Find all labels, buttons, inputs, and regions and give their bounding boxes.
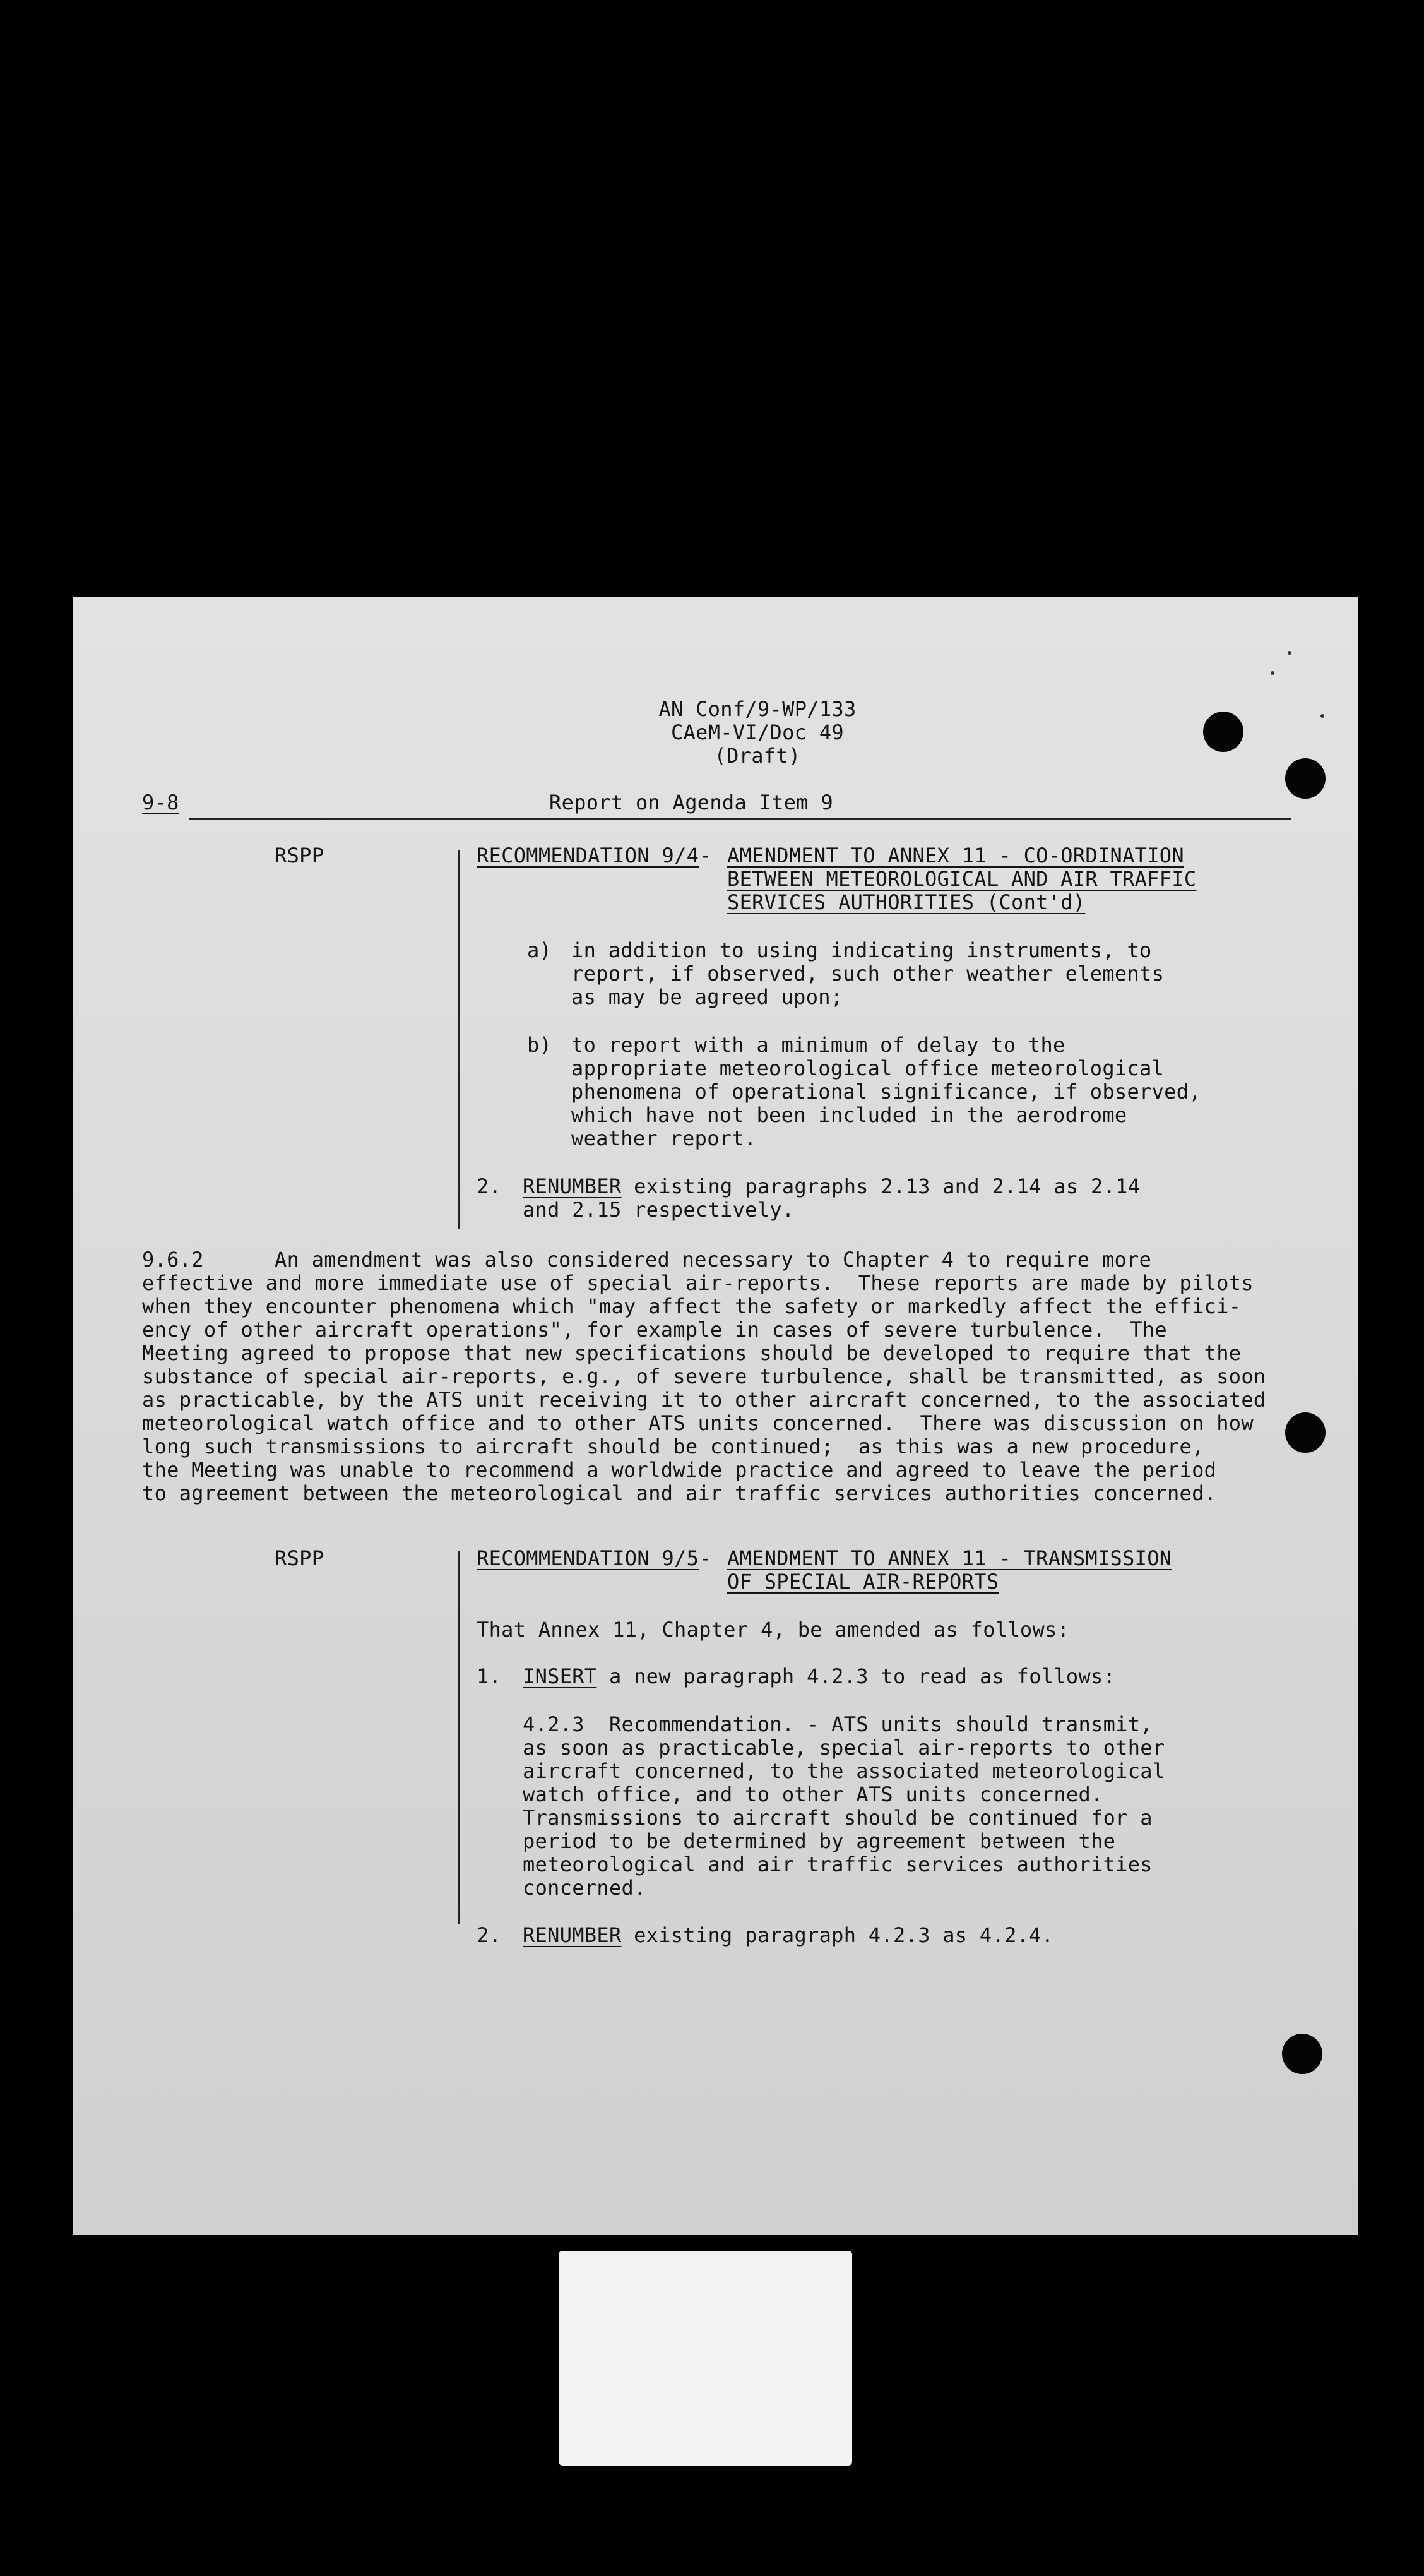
recommendation-bar [458, 850, 460, 1229]
item-label: b) [527, 1033, 552, 1057]
keyword-insert: INSERT [523, 1664, 597, 1688]
doc-reference: AN Conf/9-WP/133 [658, 697, 857, 721]
document-page [73, 597, 1358, 2235]
item-text: existing paragraph 4.2.3 as 4.2.4. [621, 1923, 1054, 1947]
header-rule [189, 818, 1291, 820]
paragraph-line: long such transmissions to aircraft should be continued; as this was a new procedure, [142, 1434, 1204, 1458]
item-text-line: as may be agreed upon; [571, 985, 843, 1009]
item-text-line: phenomena of operational significance, if observed, [571, 1080, 1201, 1104]
recommendation-intro: That Annex 11, Chapter 4, be amended as follows: [477, 1618, 1070, 1642]
quote-line: meteorological and air traffic services authorities [523, 1852, 1153, 1876]
speck [1271, 671, 1274, 675]
film-label-tab [559, 2251, 852, 2466]
quote-line: Transmissions to aircraft should be continued for a [523, 1806, 1153, 1830]
paragraph-line: substance of special air-reports, e.g., of severe turbulence, shall be transmitted, as soon [142, 1364, 1266, 1388]
speck [1288, 651, 1291, 655]
page-number: 9-8 [142, 790, 179, 814]
paragraph-line: the Meeting was unable to recommend a worldwide practice and agreed to leave the period [142, 1458, 1217, 1482]
item-text: a new paragraph 4.2.3 to read as follows: [596, 1664, 1116, 1688]
recommendation-label: RECOMMENDATION 9/4 [477, 844, 699, 868]
paragraph-line: when they encounter phenomena which "may affect the safety or markedly affect the effici- [142, 1294, 1242, 1318]
doc-subreference: CAeM-VI/Doc 49 [671, 720, 844, 744]
item-text-line: appropriate meteorological office meteorological [571, 1056, 1165, 1080]
speck [1320, 714, 1324, 718]
item-text-line: and 2.15 respectively. [523, 1198, 795, 1222]
paragraph-number: 9.6.2 [142, 1248, 204, 1272]
quote-line: as soon as practicable, special air-reports to other [523, 1736, 1165, 1760]
keyword-renumber: RENUMBER [523, 1923, 622, 1947]
recommendation-title-line: BETWEEN METEOROLOGICAL AND AIR TRAFFIC [727, 867, 1197, 891]
draft-status: (Draft) [714, 744, 801, 768]
recommendation-dash: - [699, 1546, 712, 1570]
paragraph-line: An amendment was also considered necessary to Chapter 4 to require more [275, 1248, 1152, 1272]
paragraph-line: effective and more immediate use of special air-reports. These reports are made by pilots [142, 1271, 1254, 1295]
paragraph-line: ency of other aircraft operations", for example in cases of severe turbulence. The [142, 1318, 1167, 1342]
item-label: a) [527, 938, 552, 962]
punch-hole [1203, 712, 1243, 752]
paragraph-line: as practicable, by the ATS unit receiving it to other aircraft concerned, to the associated [142, 1388, 1266, 1412]
item-number: 2. [477, 1174, 502, 1198]
paragraph-line: meteorological watch office and to other ATS units concerned. There was discussion on how [142, 1411, 1254, 1435]
punch-hole [1285, 758, 1326, 799]
paragraph-line: to agreement between the meteorological and air traffic services authorities concerned. [142, 1481, 1217, 1505]
item-text: existing paragraphs 2.13 and 2.14 as 2.14 [621, 1174, 1141, 1198]
recommendation-label: RECOMMENDATION 9/5 [477, 1546, 699, 1570]
punch-hole [1282, 2034, 1322, 2074]
recommendation-bar [458, 1551, 460, 1924]
quote-line: 4.2.3 Recommendation. - ATS units should transmit, [523, 1712, 1153, 1736]
item-text-line: to report with a minimum of delay to the [571, 1033, 1065, 1057]
recommendation-title-line: AMENDMENT TO ANNEX 11 - CO-ORDINATION [727, 844, 1184, 868]
recommendation-dash: - [699, 844, 712, 868]
keyword-renumber: RENUMBER [523, 1174, 622, 1198]
quote-line: concerned. [523, 1876, 646, 1900]
item-text-line: which have not been included in the aerodrome [571, 1103, 1127, 1127]
margin-code: RSPP [275, 844, 324, 868]
item-text-line [523, 1924, 1053, 1947]
item-text-line: in addition to using indicating instruments, to [571, 938, 1152, 962]
quote-line: aircraft concerned, to the associated meteorological [523, 1759, 1165, 1783]
recommendation-title-line: AMENDMENT TO ANNEX 11 - TRANSMISSION [727, 1546, 1172, 1570]
item-number: 2. [477, 1923, 502, 1947]
item-text-line: weather report. [571, 1126, 757, 1150]
item-text-line: report, if observed, such other weather elements [571, 962, 1165, 986]
item-text-line [523, 1175, 1140, 1198]
item-number: 1. [477, 1664, 502, 1688]
quote-line: watch office, and to other ATS units concerned. [523, 1782, 1103, 1806]
recommendation-title-line: OF SPECIAL AIR-REPORTS [727, 1570, 999, 1594]
paragraph-line: Meeting agreed to propose that new specifications should be developed to require that the [142, 1341, 1242, 1365]
page-title: Report on Agenda Item 9 [549, 790, 834, 814]
item-text-line [523, 1665, 1115, 1688]
recommendation-title-line: SERVICES AUTHORITIES (Cont'd) [727, 890, 1086, 914]
punch-hole [1285, 1412, 1326, 1453]
margin-code: RSPP [275, 1546, 324, 1570]
quote-line: period to be determined by agreement between the [523, 1829, 1116, 1853]
